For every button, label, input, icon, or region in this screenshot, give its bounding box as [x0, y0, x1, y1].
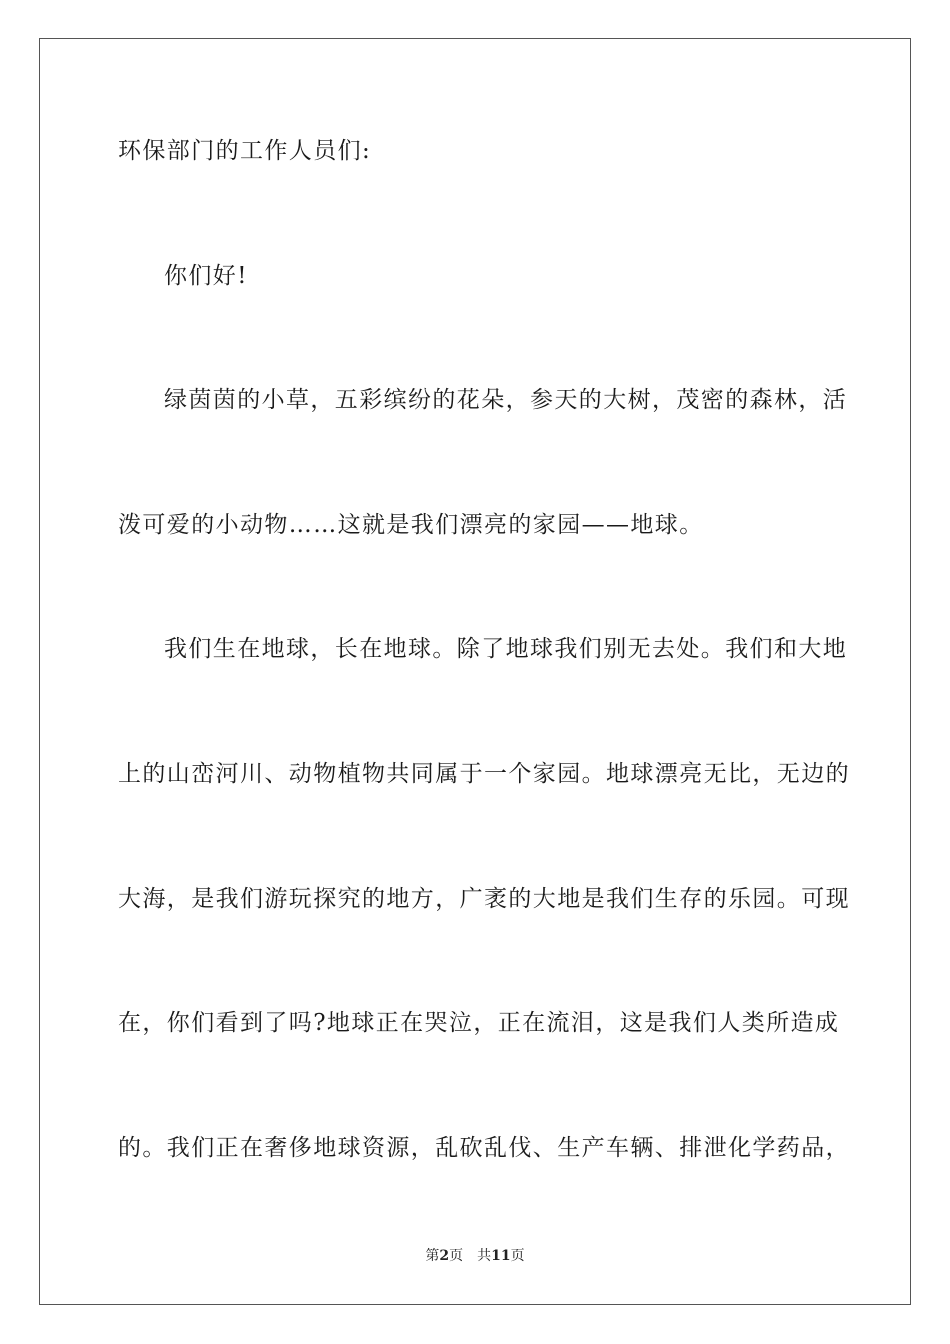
greeting: 你们好! [164, 263, 248, 289]
paragraph-1-line-1: 绿茵茵的小草，五彩缤纷的花朵，参天的大树，茂密的森林，活 [164, 387, 848, 413]
footer-page-prefix: 第 [425, 1248, 440, 1264]
footer-page-number: 2 [439, 1248, 450, 1264]
paragraph-2-line-2: 上的山峦河川、动物植物共同属于一个家园。地球漂亮无比，无边的 [118, 761, 850, 787]
page-border [39, 38, 911, 1305]
footer-page-suffix: 页 [449, 1248, 464, 1264]
paragraph-1-line-2: 泼可爱的小动物……这就是我们漂亮的家园——地球。 [118, 512, 704, 538]
paragraph-2-line-3: 大海，是我们游玩探究的地方，广袤的大地是我们生存的乐园。可现 [118, 886, 850, 912]
footer-total-prefix: 共 [477, 1248, 492, 1264]
paragraph-2-line-1: 我们生在地球，长在地球。除了地球我们别无去处。我们和大地 [164, 636, 848, 662]
salutation: 环保部门的工作人员们: [118, 138, 372, 164]
paragraph-2-line-4: 在，你们看到了吗?地球正在哭泣，正在流泪，这是我们人类所造成 [118, 1010, 840, 1036]
footer-total-suffix: 页 [510, 1248, 525, 1264]
footer-total-pages: 11 [491, 1248, 511, 1264]
page-footer [0, 1246, 950, 1266]
paragraph-2-line-5: 的。我们正在奢侈地球资源，乱砍乱伐、生产车辆、排泄化学药品， [118, 1135, 850, 1161]
